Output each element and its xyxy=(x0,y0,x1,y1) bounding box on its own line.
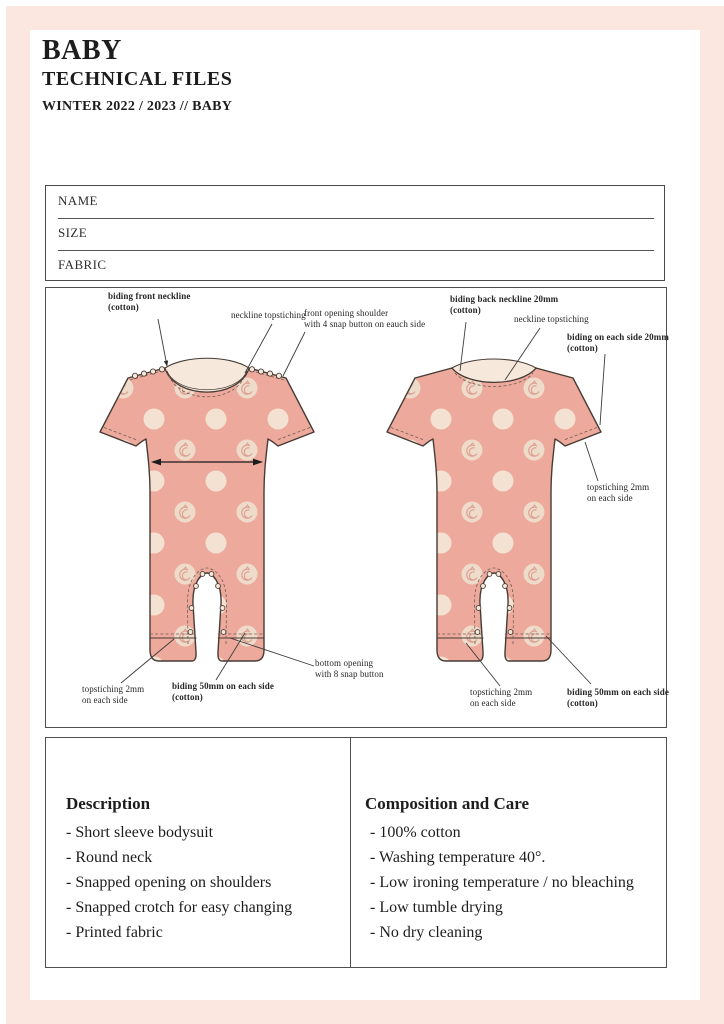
size-field-label: SIZE xyxy=(58,225,88,240)
care-item: - 100% cotton xyxy=(370,824,461,841)
annotation-biding-bottom-front: biding 50mm on each side (cotton) xyxy=(172,681,274,702)
description-section xyxy=(46,738,350,967)
annotation-shoulder-opening: front opening shoulder with 4 snap button on eauch side xyxy=(304,308,426,329)
annotation-neckline-topstitch-back: neckline topstiching xyxy=(514,314,589,324)
care-item: - No dry cleaning xyxy=(370,924,483,941)
annotation-topstitch-bottom-right: topstiching 2mm on each side xyxy=(470,687,533,708)
front-view-drawing xyxy=(77,342,337,672)
back-view-drawing xyxy=(364,342,624,672)
header xyxy=(42,36,232,115)
description-item: - Snapped crotch for easy changing xyxy=(66,899,293,916)
annotation-biding-each-side: biding on each side 20mm (cotton) xyxy=(567,332,669,353)
care-item: - Low tumble drying xyxy=(370,899,503,916)
form-row-fabric xyxy=(46,250,664,282)
annotation-bottom-opening: bottom opening with 8 snap button xyxy=(315,658,384,679)
size-write-line xyxy=(58,250,654,251)
form-row-size xyxy=(46,218,664,250)
description-item: - Snapped opening on shoulders xyxy=(66,874,272,891)
description-item: - Short sleeve bodysuit xyxy=(66,824,214,841)
description-item: - Round neck xyxy=(66,849,153,866)
annotation-topstitch-right-side: topstiching 2mm on each side xyxy=(587,482,650,503)
care-section xyxy=(351,738,666,967)
description-item: - Printed fabric xyxy=(66,924,163,941)
annotation-biding-front-neckline: biding front neckline (cotton) xyxy=(108,291,191,312)
page-subtitle: TECHNICAL FILES xyxy=(42,68,233,90)
description-heading: Description xyxy=(66,794,151,813)
annotation-topstitch-bottom-left: topstiching 2mm on each side xyxy=(82,684,145,705)
details-box xyxy=(45,737,667,968)
name-field-label: NAME xyxy=(58,193,98,208)
technical-drawing-box xyxy=(45,287,667,728)
season-line: WINTER 2022 / 2023 // BABY xyxy=(42,99,233,114)
annotation-biding-back-neckline: biding back neckline 20mm (cotton) xyxy=(450,294,559,315)
form-row-name xyxy=(46,186,664,218)
care-heading: Composition and Care xyxy=(365,794,530,813)
annotation-neckline-topstitch-front: neckline topstiching xyxy=(231,310,306,320)
name-write-line xyxy=(58,218,654,219)
info-form-box xyxy=(45,185,665,281)
annotation-biding-bottom-back: biding 50mm on each side (cotton) xyxy=(567,687,669,708)
fabric-field-label: FABRIC xyxy=(58,257,107,272)
care-item: - Washing temperature 40°. xyxy=(370,849,546,866)
page-title: BABY xyxy=(42,35,122,66)
care-item: - Low ironing temperature / no bleaching xyxy=(370,874,634,891)
